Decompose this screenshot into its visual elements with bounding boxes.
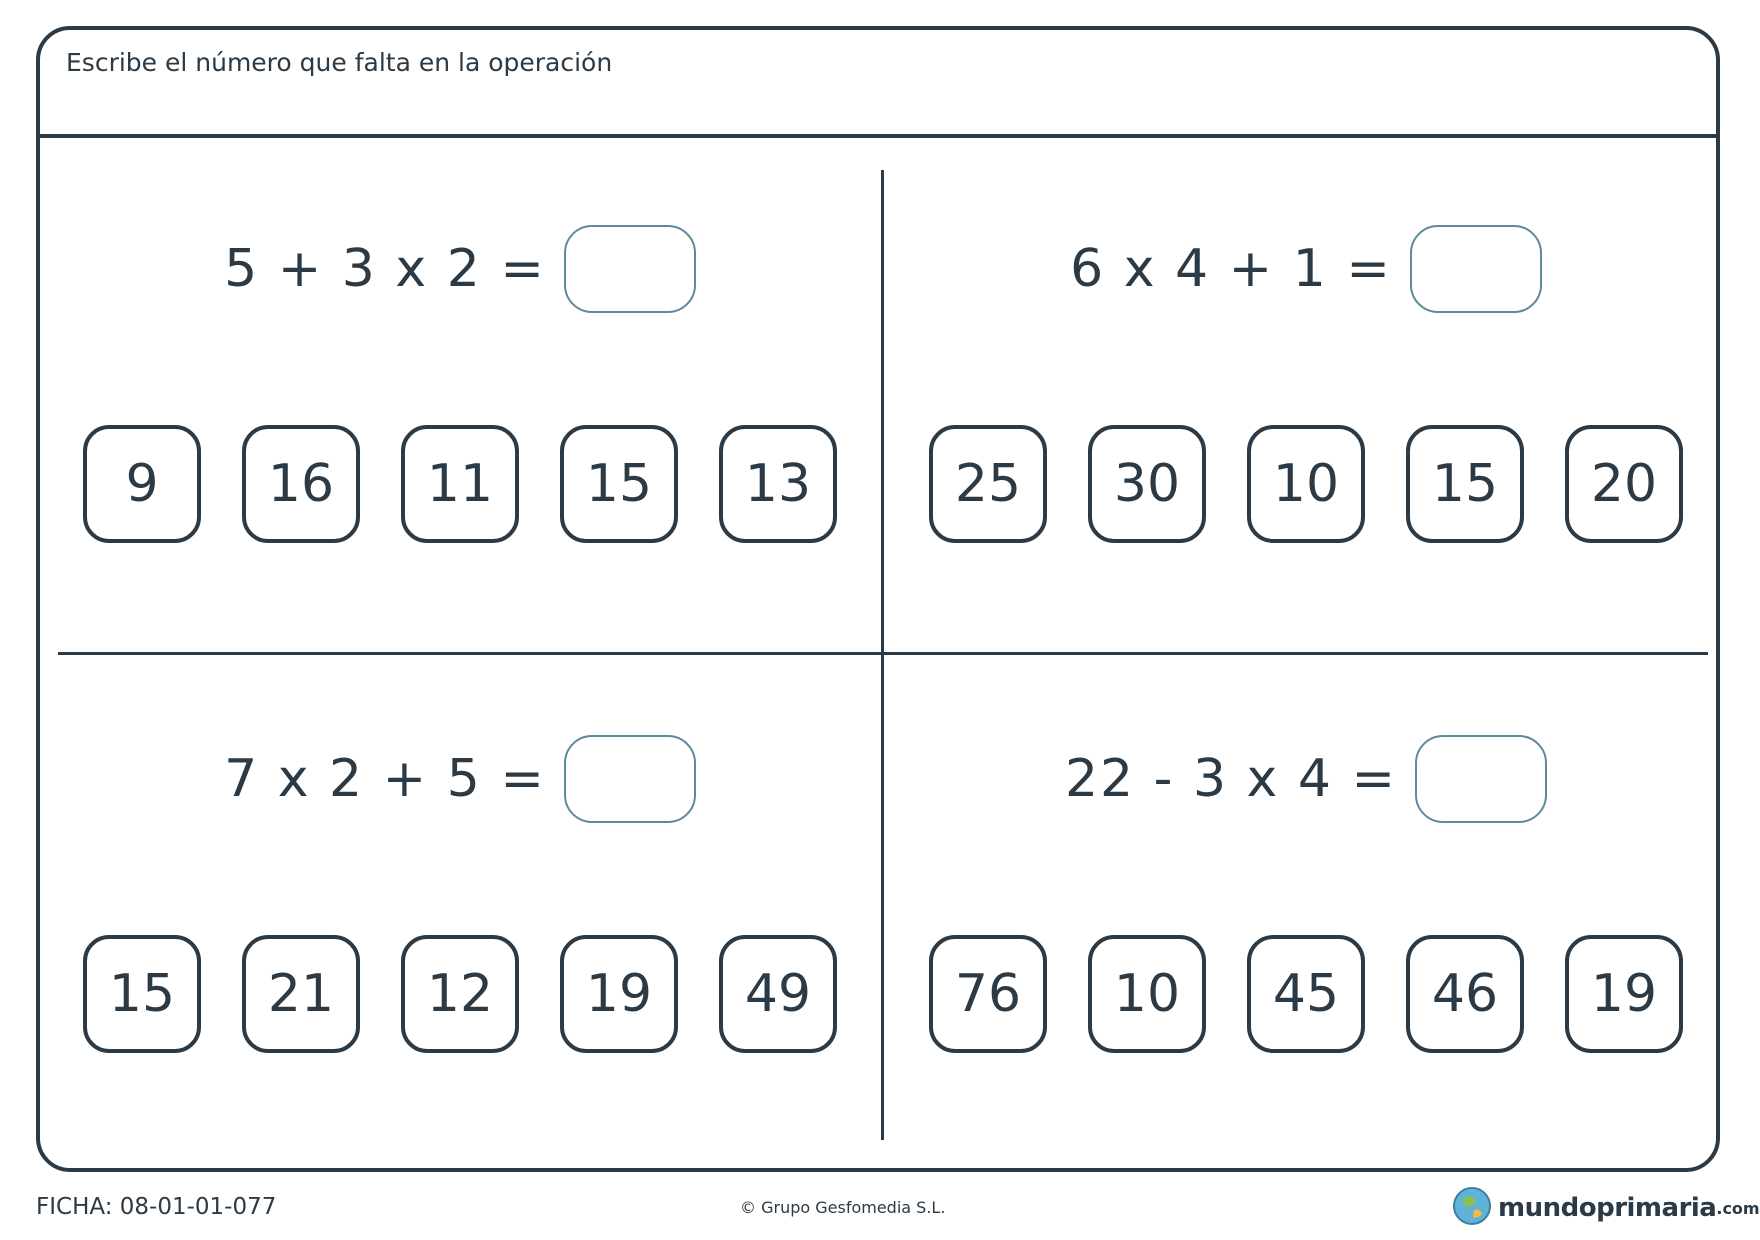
option-box[interactable]: 19: [1565, 935, 1683, 1053]
equation-expression: 6 x 4 + 1 =: [1070, 239, 1392, 299]
logo-suffix: .com: [1716, 1198, 1760, 1218]
equation: [60, 225, 860, 313]
worksheet-frame: [36, 26, 1720, 1172]
option-box[interactable]: 13: [719, 425, 837, 543]
answer-box[interactable]: [564, 735, 696, 823]
answer-box[interactable]: [564, 225, 696, 313]
options-row: [906, 425, 1706, 543]
quadrant-top-left: [60, 170, 860, 640]
logo-text: mundoprimaria: [1498, 1193, 1717, 1223]
option-box[interactable]: 21: [242, 935, 360, 1053]
quadrant-bottom-right: [906, 680, 1706, 1150]
equation-expression: 7 x 2 + 5 =: [224, 749, 546, 809]
option-box[interactable]: 30: [1088, 425, 1206, 543]
option-box[interactable]: 76: [929, 935, 1047, 1053]
options-row: [906, 935, 1706, 1053]
equation: [906, 225, 1706, 313]
globe-icon: [1452, 1186, 1492, 1230]
option-box[interactable]: 15: [560, 425, 678, 543]
equation: [60, 735, 860, 823]
option-box[interactable]: 19: [560, 935, 678, 1053]
option-box[interactable]: 15: [83, 935, 201, 1053]
horizontal-divider: [58, 652, 1708, 655]
ficha-code: FICHA: 08-01-01-077: [36, 1194, 277, 1220]
option-box[interactable]: 12: [401, 935, 519, 1053]
option-box[interactable]: 10: [1247, 425, 1365, 543]
option-box[interactable]: 46: [1406, 935, 1524, 1053]
quadrant-bottom-left: [60, 680, 860, 1150]
option-box[interactable]: 49: [719, 935, 837, 1053]
option-box[interactable]: 9: [83, 425, 201, 543]
equation: [906, 735, 1706, 823]
options-row: [60, 935, 860, 1053]
option-box[interactable]: 45: [1247, 935, 1365, 1053]
instruction-text: Escribe el número que falta en la operación: [66, 48, 613, 77]
option-box[interactable]: 16: [242, 425, 360, 543]
equation-expression: 22 - 3 x 4 =: [1064, 749, 1398, 809]
header-divider: [40, 134, 1716, 138]
answer-box[interactable]: [1410, 225, 1542, 313]
vertical-divider: [881, 170, 884, 1140]
equation-expression: 5 + 3 x 2 =: [224, 239, 546, 299]
option-box[interactable]: 15: [1406, 425, 1524, 543]
options-row: [60, 425, 860, 543]
brand-logo[interactable]: [1452, 1186, 1760, 1230]
answer-box[interactable]: [1415, 735, 1547, 823]
option-box[interactable]: 20: [1565, 425, 1683, 543]
option-box[interactable]: 10: [1088, 935, 1206, 1053]
quadrant-top-right: [906, 170, 1706, 640]
option-box[interactable]: 11: [401, 425, 519, 543]
option-box[interactable]: 25: [929, 425, 1047, 543]
copyright-text: © Grupo Gesfomedia S.L.: [740, 1198, 946, 1217]
